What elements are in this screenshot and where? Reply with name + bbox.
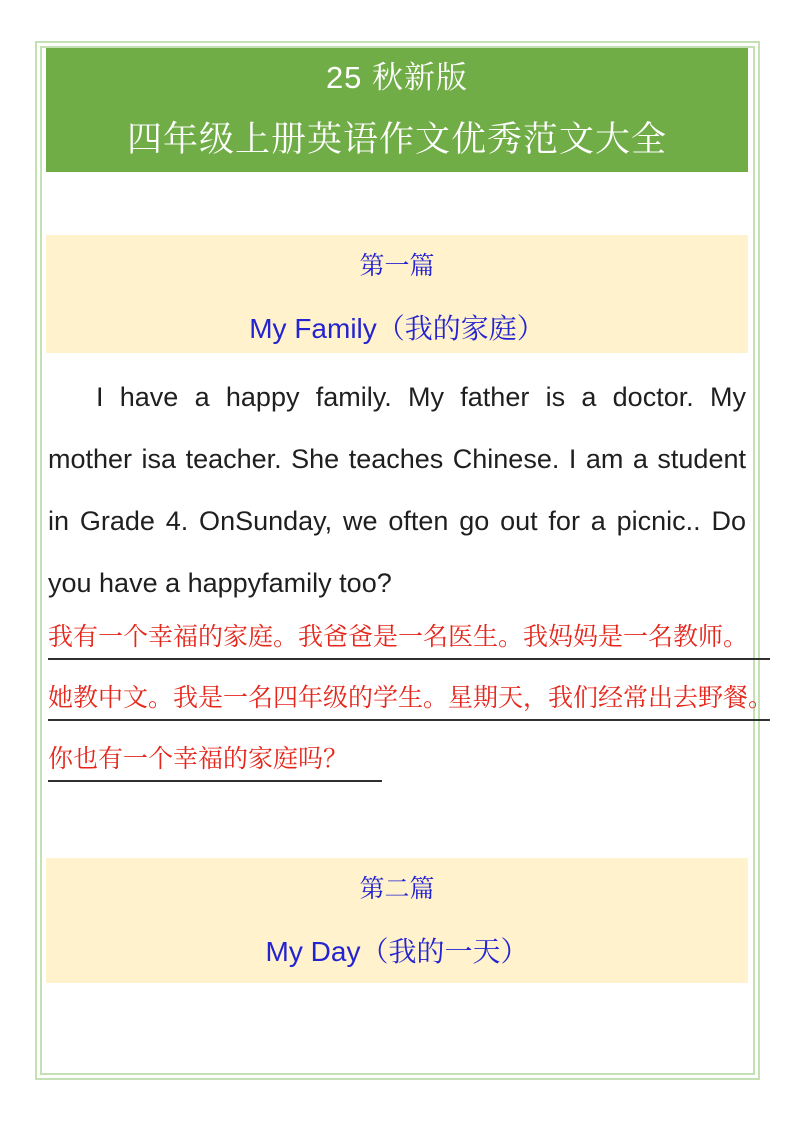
translation-line-text: 我有一个幸福的家庭。我爸爸是一名医生。我妈妈是一名教师。 bbox=[48, 623, 749, 651]
translation-line bbox=[48, 660, 774, 721]
header-title-line2: 四年级上册英语作文优秀范文大全 bbox=[126, 120, 667, 159]
essay-translation-paragraph bbox=[48, 599, 774, 782]
essay-section-header-1 bbox=[46, 235, 748, 353]
translation-line bbox=[48, 721, 382, 782]
essay-section-header-2 bbox=[46, 858, 748, 983]
essay-english-paragraph: I have a happy family. My father is a doctor. My mother isa teacher. She teaches Chinese. I am a student in Grade 4. OnSunday, we often go out for a picnic.. Do you have a happyfamily too? bbox=[48, 382, 746, 598]
essay-title: My Day（我的一天） bbox=[265, 936, 529, 967]
translation-line bbox=[48, 599, 770, 660]
translation-line-text: 你也有一个幸福的家庭吗？ bbox=[48, 745, 349, 773]
header-title-line1: 25 秋新版 bbox=[325, 60, 469, 95]
translation-line-text: 她教中文。我是一名四年级的学生。星期天，我们经常出去野餐。 bbox=[48, 684, 774, 712]
essay-number-label: 第一篇 bbox=[359, 252, 435, 280]
essay-number-label: 第二篇 bbox=[359, 875, 435, 903]
essay-title: My Family（我的家庭） bbox=[249, 313, 545, 344]
header-banner bbox=[46, 48, 748, 172]
